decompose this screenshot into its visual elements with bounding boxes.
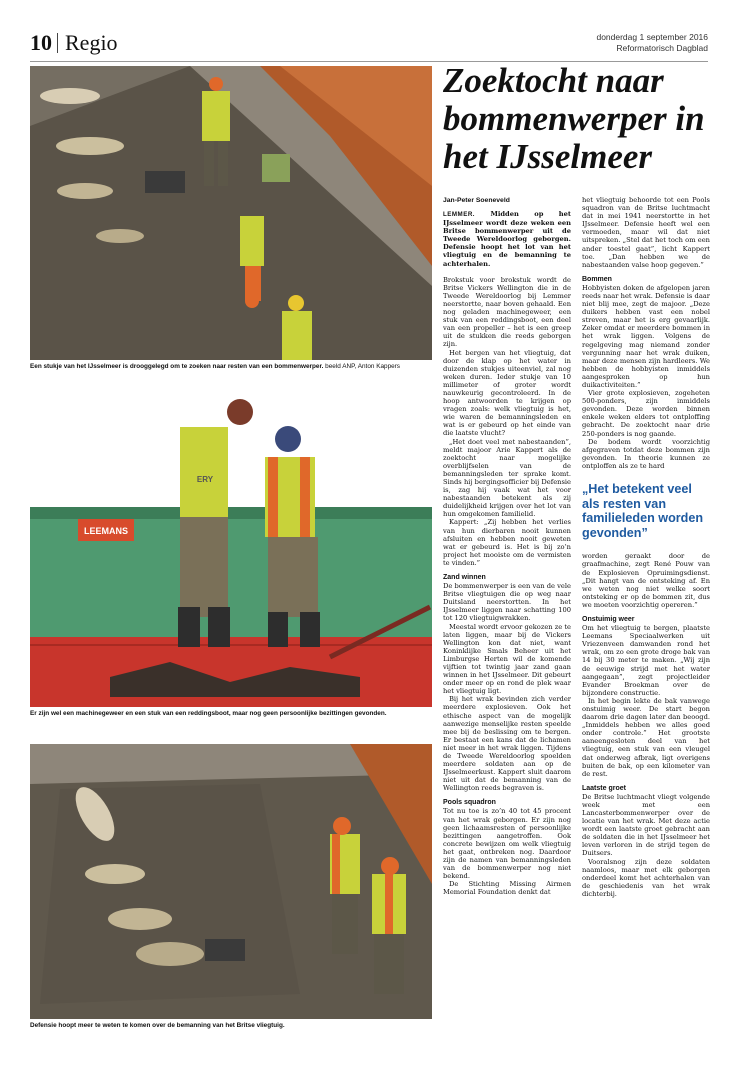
caption-2-text: Er zijn wel een machinegeweer en een stuk van een reddingsboot, maar nog geen persoonlijke bezittingen gevonden.	[30, 710, 387, 717]
body-paragraph: De Britse luchtmacht vliegt volgende week met een Lancasterbommenwerper over de locatie van het wrak. Met deze actie wordt een laatste groet gebracht aan de soldaten die in het IJsselmeer het leven verloren in de strijd tegen de Duitsers.	[582, 792, 710, 858]
section-title: Regio	[65, 30, 118, 55]
body-paragraph: „Het doet veel met nabestaanden”, meldt majoor Arie Kappert als de zoektocht naar mogelijke overblijfselen van de bemanningsleden ter sprake komt. Sinds hij bergingsofficier bij Defensie is, zag hij vaak wat het voor nabestaanden betekent als zij duidelijkheid krijgen over het lot van hun omgekomen familielid.	[443, 437, 571, 519]
dateline: LEMMER.	[443, 211, 476, 218]
body-paragraph: Kappert: „Zij hebben het verlies van hun dierbaren nooit kunnen afsluiten en hebben nooit geweten wat er gebeurd is. Het is bij zo’n project het mooiste om de vermisten te vinden.”	[443, 518, 571, 567]
article-column-1	[443, 210, 571, 1040]
body-paragraph: het vliegtuig behoorde tot een Pools squadron van de Britse luchtmacht dat in mei 1941 neerstortte in het IJsselmeer. Defensie heeft wel een vermoeden, maar wil dat niet uitspreken. „Stel dat het toch om een ander toestel gaat”, licht Kappert toe. „Dan hebben we de nabestaanden valse hoop gegeven.”	[582, 196, 710, 269]
subhead-onstuimig-weer: Onstuimig weer	[582, 616, 635, 624]
body-paragraph: Om het vliegtuig te bergen, plaatste Leemans Speciaalwerken uit Vriezenveen damwanden rond het wrak, om zo een grote droge bak van 14 bij 30 meter te maken. „Wij zijn de eeuwige strijd met het water aangegaan”, zegt projectleider Evander Broekman over de bijzondere constructie.	[582, 624, 710, 697]
photo-excavation-bottom	[30, 744, 432, 1019]
caption-3-text: Defensie hoopt meer te weten te komen over de bemanning van het Britse vliegtuig.	[30, 1022, 285, 1029]
article-lead	[443, 210, 571, 268]
body-paragraph: De bodem wordt voorzichtig afgegraven totdat deze bommen zijn gevonden. In theorie kunnen ze ontploffen als ze te hard	[582, 437, 710, 470]
photo-workers-on-barge	[30, 377, 432, 707]
body-paragraph: De Stichting Missing Airmen Memorial Foundation denkt dat	[443, 880, 571, 897]
body-paragraph: Tot nu toe is zo’n 40 tot 45 procent van het wrak geborgen. Er zijn nog geen lichaamsresten of persoonlijke bezittingen aangetroffen. Ook concrete bewijzen om welk vliegtuig het gaat, ontbreken nog. Daardoor zijn de namen van bemanningsleden van de bommenwerper nog niet bekend.	[443, 807, 571, 881]
body-paragraph: worden geraakt door de graafmachine, zegt René Pouw van de Explosieven Opruimingsdienst. „Dit hangt van de ontsteking af. En we weten nog niet welke soort ontsteking er op de bommen zit, dus we moeten voorzichtig opereren.”	[582, 552, 710, 609]
masthead-date-block	[596, 32, 708, 54]
body-paragraph: In het begin lekte de bak vanwege onstuimig weer. De start begon daarom drie dagen later dan beoogd. „Inmiddels hebben we alles goed onder controle.” Het grootste aaneengesloten deel van het vliegtuig, een stuk van een vleugel dat onderweg afbrak, ligt overigens buiten de bak, op een kilometer van de rest.	[582, 696, 710, 778]
caption-photo-2	[30, 710, 432, 718]
masthead-divider	[57, 33, 58, 53]
article-column-2	[582, 196, 710, 1040]
vest-text: ERY	[196, 475, 214, 484]
article-headline: Zoektocht naar bommenwerper in het IJsselmeer	[443, 61, 705, 176]
page-number: 10	[30, 30, 52, 55]
body-paragraph: De bommenwerper is een van de vele Britse vliegtuigen die op weg naar Duitsland neerstortten. In het IJsselmeer liggen naar schatting 100 tot 120 vliegtuigwrakken.	[443, 582, 571, 623]
barge-banner-text: LEEMANS	[83, 526, 129, 536]
body-paragraph: Vooralsnog zijn deze soldaten naamloos, maar met elk geborgen onderdeel komt het achterhalen van de geschiedenis van het wrak dichterbij.	[582, 857, 710, 898]
issue-date: donderdag 1 september 2016	[596, 32, 708, 42]
body-paragraph: Hobbyisten doken de afgelopen jaren reeds naar het wrak. Defensie is daar niet blij mee, zegt de majoor. „Deze duikers hebben vast een nobel streven, maar het is erg gevaarlijk. Zeker omdat er meerdere bommen in het wrak liggen. Volgens de regelgeving mag niemand zonder vergunning naar het wrak duiken, maar deze mensen zijn hardleers. We hebben de hobbyisten inmiddels aangesproken op hun duikactiviteiten.”	[582, 283, 710, 389]
photo-credit: beeld ANP, Anton Kappers	[325, 363, 401, 370]
body-paragraph: Meestal wordt ervoor gekozen ze te laten liggen, maar bij de Vickers Wellington kon dat niet, want Koninklijke Smals Beheer uit het Limburgse Herten wil de komende vijftien tot twintig jaar zand gaan winnen in het IJsselmeer. Dit gebeurt onder meer op en rond de plek waar het vliegtuig ligt.	[443, 622, 571, 696]
subhead-laatste-groet: Laatste groet	[582, 784, 626, 792]
lead-text: Midden op het IJsselmeer wordt deze weken een Britse bommenwerper uit de Tweede Wereldoorlog geborgen. Defensie hoopt het lot van het vliegtuig en de bemanning te achterhalen.	[443, 210, 571, 268]
caption-photo-1	[30, 363, 432, 371]
masthead	[30, 30, 708, 62]
caption-photo-3	[30, 1022, 432, 1030]
subhead-bommen: Bommen	[582, 275, 612, 283]
article-byline: Jan-Peter Soeneveld	[443, 197, 510, 204]
caption-1-text: Een stukje van het IJsselmeer is drooggelegd om te zoeken naar resten van een bommenwerper.	[30, 363, 324, 370]
body-paragraph: Bij het wrak bevinden zich verder meerdere explosieven. Ook het ethische aspect van de mogelijk aanwezige menselijke resten speelde mee bij de beslissing om te bergen. Er bestaat een kans dat de lichamen niet meer in het wrak liggen. Tijdens de Tweede Wereldoorlog spoelden meerdere soldaten aan op de IJsselmeerkust. Kappert sluit daarom niet uit dat de bemanning van de Wellington reeds begraven is.	[443, 695, 571, 793]
body-paragraph: Brokstuk voor brokstuk wordt de Britse Vickers Wellington die in de Tweede Wereldoorlog bij Lemmer neerstortte, naar boven gehaald. Een nog geladen machinegeweer, een stuk van een reddingsboot, een deel van een propeller – het is een greep uit de stukken die reeds geborgen zijn.	[443, 275, 571, 349]
pull-quote: „Het betekent veel als resten van familieleden worden gevonden”	[582, 482, 704, 540]
publication-name: Reformatorisch Dagblad	[616, 43, 708, 53]
subhead-zand-winnen: Zand winnen	[443, 574, 486, 582]
photo-excavation-top	[30, 66, 432, 360]
body-paragraph: Vier grote explosieven, zogeheten 500-ponders, zijn inmiddels gevonden. Deze worden binnen enkele weken elders tot ontploffing gebracht. De zoektocht naar drie 250-ponders is nog gaande.	[582, 389, 710, 438]
subhead-pools-squadron: Pools squadron	[443, 799, 496, 807]
body-paragraph: Het bergen van het vliegtuig, dat door de klap op het water in duizenden stukjes uiteenviel, zal nog weken duren. Ieder stukje van 10 millimeter of groter wordt nauwkeurig gecontroleerd. In de hoop antwoorden te krijgen op vragen zoals: welk vliegtuig is het, wie waren de bemanningsleden en wat is er gebeurd op het einde van die laatste vlucht?	[443, 348, 571, 438]
